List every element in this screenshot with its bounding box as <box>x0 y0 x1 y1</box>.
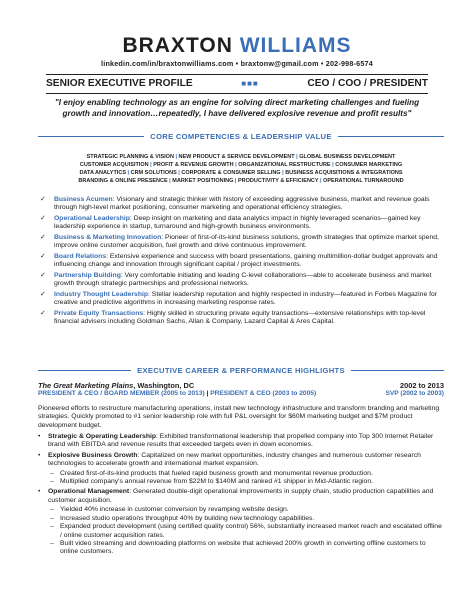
competency-keyword: CONSUMER MARKETING <box>335 162 403 168</box>
check-icon: ✓ <box>40 234 46 241</box>
competency-row <box>38 153 444 161</box>
value-text: : Extensive experience and success with board presentations, gaining multimillion-dollar budget approvals and influencing change and innovation through significant capital / project investments. <box>54 253 438 269</box>
leadership-value-item <box>40 253 444 270</box>
sub-achievement-text: Expanded product development (using certified quality control) 56%, substantially increased market reach and escalated offline / online customer acquisition rates. <box>60 523 442 539</box>
sub-achievement-text: Yielded 40% increase in customer conversion by revamping website design. <box>60 506 289 514</box>
achievement-item <box>38 488 444 556</box>
keyword-separator: | <box>167 178 173 184</box>
heading-rule-right <box>351 370 444 371</box>
squares-ornament: ■■■ <box>241 79 259 88</box>
competency-keyword: MARKET POSITIONING <box>172 178 234 184</box>
competency-keyword: ORGANIZATIONAL RESTRUCTURE <box>238 162 331 168</box>
value-keyword: Partnership Building <box>54 272 121 279</box>
sub-achievement-item <box>48 540 444 557</box>
company-line <box>38 382 444 390</box>
bullet-icon: • <box>38 451 41 459</box>
keyword-separator: | <box>233 178 238 184</box>
achievement-text: : Capitalized on new market opportunities, industry changes and numerous customer research technologies to accelerate growth and international market expansion. <box>48 451 421 468</box>
sub-achievement-item <box>48 478 444 486</box>
competencies-heading-text: CORE COMPETENCIES & LEADERSHIP VALUE <box>150 132 332 141</box>
keyword-separator: | <box>148 162 154 168</box>
sub-achievement-text: Multiplied company's annual revenue from $22M to $140M and ranked #1 shipper in Mid-Atlantic region. <box>60 478 373 486</box>
achievement-keyword: Explosive Business Growth <box>48 451 138 459</box>
job-years: 2002 to 2013 <box>400 381 444 390</box>
dash-icon: – <box>50 514 54 522</box>
role-line <box>38 390 444 398</box>
achievement-item <box>38 452 444 487</box>
competency-keyword: CRM SOLUTIONS <box>130 170 177 176</box>
value-keyword: Private Equity Transactions <box>54 310 144 317</box>
leadership-value-item <box>40 291 444 308</box>
dash-icon: – <box>50 506 54 514</box>
check-icon: ✓ <box>40 196 46 203</box>
dash-icon: – <box>50 539 54 547</box>
achievement-list <box>38 433 444 557</box>
leadership-value-item <box>40 196 444 213</box>
job-entry <box>38 382 444 559</box>
value-keyword: Board Relations <box>54 253 107 260</box>
career-heading-text: EXECUTIVE CAREER & PERFORMANCE HIGHLIGHTS <box>137 366 345 375</box>
check-icon: ✓ <box>40 310 46 317</box>
competency-row <box>38 177 444 185</box>
role-president: PRESIDENT & CEO (2003 to 2005) <box>210 390 317 398</box>
keyword-separator: | <box>126 170 131 176</box>
check-icon: ✓ <box>40 253 46 260</box>
company <box>38 382 194 390</box>
keyword-separator: | <box>318 178 324 184</box>
value-text: : Stellar leadership reputation and highly respected in industry—featured in Forbes Magazine for creative and predictive algorithms in increasing marketing response rates. <box>54 291 438 307</box>
value-text: : Visionary and strategic thinker with history of exceeding aggressive business, market and revenue goals through high-level market positioning, consumer marketing and operational efficiency strategies. <box>54 196 430 212</box>
role-ceo-board: PRESIDENT & CEO / BOARD MEMBER (2005 to 2013) <box>38 390 205 398</box>
sub-achievement-item <box>48 506 444 514</box>
value-keyword: Business Acumen <box>54 196 113 203</box>
branding-quote: "I enjoy enabling technology as an engine for solving direct marketing challenges and fueling growth and innovation…repeatedly, I have delivered explosive revenue and profit results" <box>54 98 420 118</box>
value-text: : Highly skilled in structuring private equity transactions—extensive relationships with top-level financial advisers including Goldman Sachs, Allan & Company, Lazard Capital & Ares Capital. <box>54 310 426 326</box>
dash-icon: – <box>50 523 54 531</box>
leadership-value-item <box>40 272 444 289</box>
competency-row <box>38 169 444 177</box>
competencies-heading <box>38 132 444 141</box>
roles-left <box>38 390 316 398</box>
sub-achievement-text: Created first-of-its-kind products that fueled rapid business growth and monumental revenue production. <box>60 469 373 477</box>
company-name: The Great Marketing Plains <box>38 381 134 390</box>
keyword-separator: | <box>294 154 300 160</box>
divider-top <box>46 74 428 75</box>
keyword-separator: | <box>176 170 182 176</box>
competency-keyword: BUSINESS ACQUISITIONS & INTEGRATIONS <box>285 170 403 176</box>
keyword-separator: | <box>173 154 179 160</box>
leadership-value-item <box>40 234 444 251</box>
value-keyword: Industry Thought Leadership <box>54 291 149 298</box>
last-name: WILLIAMS <box>239 34 352 57</box>
value-text: : Pioneer of first-of-its-kind business solutions, growth strategies that optimize market spend, improve online customer acquisition, fuel growth and drive continuous improvement. <box>54 234 439 250</box>
check-icon: ✓ <box>40 291 46 298</box>
competency-keyword: DATA ANALYTICS <box>79 170 126 176</box>
bullet-icon: • <box>38 433 41 441</box>
competency-keyword: GLOBAL BUSINESS DEVELOPMENT <box>299 154 396 160</box>
bullet-icon: • <box>38 488 41 496</box>
value-keyword: Operational Leadership <box>54 215 130 222</box>
sub-achievement-list <box>48 506 444 556</box>
value-keyword: Business & Marketing Innovation <box>54 234 162 241</box>
first-name: BRAXTON <box>122 34 233 57</box>
competency-row <box>38 161 444 169</box>
heading-rule-left <box>38 136 144 137</box>
sub-achievement-item <box>48 515 444 523</box>
competency-keyword: CORPORATE & CONSUMER SELLING <box>181 170 281 176</box>
sub-achievement-list <box>48 470 444 487</box>
career-heading <box>38 366 444 375</box>
sub-achievement-item <box>48 523 444 540</box>
value-text: : Deep insight on marketing and data analytics impact in highly leveraged scenarios—gained key leadership experience in startup, turnaround and high-growth business environments. <box>54 215 421 231</box>
competency-keyword: CUSTOMER ACQUISITION <box>79 162 149 168</box>
competency-keyword: PROFIT & REVENUE GROWTH <box>153 162 234 168</box>
heading-rule-left <box>38 370 131 371</box>
competency-keywords <box>38 153 444 185</box>
role-svp: SVP (2002 to 2003) <box>385 390 444 398</box>
sub-achievement-item <box>48 470 444 478</box>
competency-keyword: BRANDING & ONLINE PRESENCE <box>78 178 168 184</box>
competency-keyword: STRATEGIC PLANNING & VISION <box>86 154 174 160</box>
role-separator: | <box>204 390 211 398</box>
leadership-value-list <box>40 196 444 329</box>
check-icon: ✓ <box>40 215 46 222</box>
company-location: , Washington, DC <box>133 381 195 390</box>
leadership-value-item <box>40 310 444 327</box>
target-roles: CEO / COO / PRESIDENT <box>307 78 428 89</box>
candidate-name <box>0 34 474 58</box>
competency-keyword: PRODUCTIVITY & EFFICIENCY <box>238 178 319 184</box>
achievement-item <box>38 433 444 450</box>
achievement-keyword: Operational Management <box>48 488 130 496</box>
dash-icon: – <box>50 478 54 486</box>
achievement-text: : Exhibited transformational leadership that propelled company into Top 300 Internet Retailer brand with EBITDA and revenue results that exceeded targets even in down economies. <box>48 433 434 449</box>
divider-bottom <box>46 93 428 94</box>
sub-achievement-text: Built video streaming and downloading platforms on website that achieved 200% growth in converting offline customers to online customers. <box>60 539 426 556</box>
profile-title: SENIOR EXECUTIVE PROFILE <box>46 78 193 89</box>
keyword-separator: | <box>233 162 239 168</box>
competency-keyword: OPERATIONAL TURNAROUND <box>323 178 404 184</box>
contact-line: linkedin.com/in/braxtonwilliams.com • braxtonw@gmail.com • 202-998-6574 <box>101 59 373 68</box>
job-description: Pioneered efforts to restructure manufacturing operations, install new technology infrastructure and transform branding and marketing strategies. Quickly promoted to #1 senior leadership role with full P&L oversight for $60M marketing budget and $7M product development budget. <box>38 404 440 429</box>
achievement-keyword: Strategic & Operating Leadership <box>48 433 157 441</box>
competency-keyword: NEW PRODUCT & SERVICE DEVELOPMENT <box>178 154 295 160</box>
keyword-separator: | <box>280 170 286 176</box>
leadership-value-item <box>40 215 444 232</box>
keyword-separator: | <box>330 162 336 168</box>
title-bar <box>46 78 428 89</box>
sub-achievement-text: Increased studio operations throughput 40% by building new technology capabilities. <box>60 514 315 522</box>
dash-icon: – <box>50 469 54 477</box>
achievement-text: : Generated double-digit operational improvements in supply chain, studio production capabilities and customer acquisition. <box>48 488 434 504</box>
check-icon: ✓ <box>40 272 46 279</box>
heading-rule-right <box>338 136 444 137</box>
value-text: : Very comfortable initiating and leading C-level collaborations—able to accelerate business and market growth through strategic partnerships and professional networks. <box>54 272 432 288</box>
